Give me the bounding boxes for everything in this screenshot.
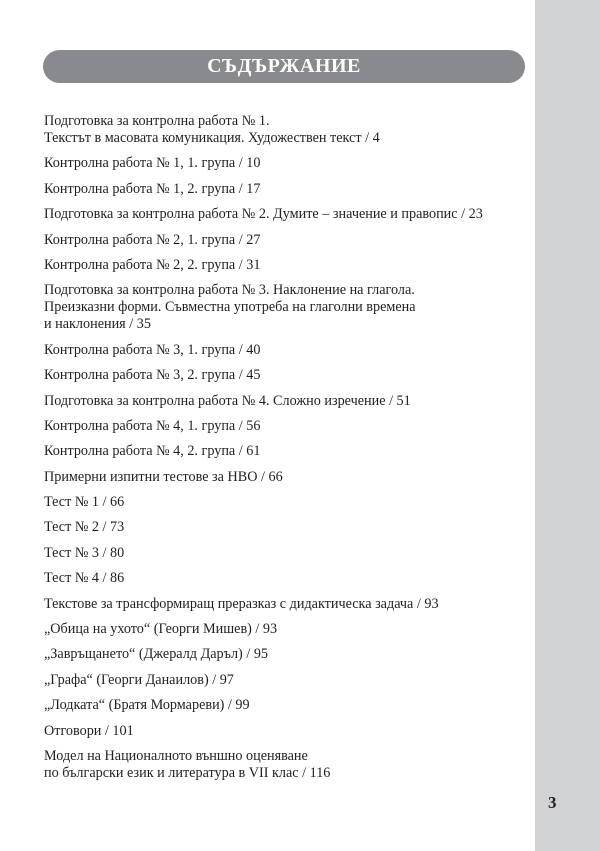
toc-entry-line: и наклонения / 35: [44, 316, 151, 333]
toc-entry: [44, 469, 524, 486]
toc-entry: [44, 621, 524, 638]
toc-entry-line: Тест № 2 / 73: [44, 519, 125, 536]
toc-entry-line: Тест № 4 / 86: [44, 570, 125, 587]
toc-entry: [44, 519, 524, 536]
toc-entry-line: Контролна работа № 3, 2. група / 45: [44, 367, 261, 384]
toc-entry-line: Контролна работа № 2, 1. група / 27: [44, 231, 261, 248]
toc-entry: [44, 697, 524, 714]
toc-entry-line: Контролна работа № 2, 2. група / 31: [44, 256, 261, 273]
toc-entry: [44, 232, 524, 249]
toc-entry: [44, 418, 524, 435]
page-number: 3: [548, 793, 557, 812]
toc-entry-line: Контролна работа № 1, 2. група / 17: [44, 180, 261, 197]
toc-entry-line: „Завръщането“ (Джералд Даръл) / 95: [44, 646, 269, 663]
toc-entry: [44, 443, 524, 460]
toc-entry-line: „Графа“ (Георги Данаилов) / 97: [44, 671, 234, 688]
toc-entry: [44, 367, 524, 384]
toc-entry: [44, 494, 524, 511]
page-title: СЪДЪРЖАНИЕ: [207, 55, 361, 77]
toc-entry: [44, 113, 524, 147]
toc-entry-line: по български език и литература в VII клас / 116: [44, 764, 331, 781]
toc-entry-line: Текстове за трансформиращ преразказ с дидактическа задача / 93: [44, 595, 439, 612]
toc-entry-line: „Обица на ухото“ (Георги Мишев) / 93: [44, 621, 278, 638]
toc-entry: [44, 723, 524, 740]
toc-entry: [44, 206, 524, 223]
toc-entry-line: Контролна работа № 1, 1. група / 10: [44, 155, 261, 172]
toc-entry: [44, 342, 524, 359]
toc-entry-line: Подготовка за контролна работа № 3. Наклонение на глагола.: [44, 282, 415, 299]
toc-entry: [44, 282, 524, 333]
toc-entry-line: „Лодката“ (Братя Мормареви) / 99: [44, 697, 250, 714]
toc-entry-line: Текстът в масовата комуникация. Художествен текст / 4: [44, 130, 380, 146]
toc-entry: [44, 748, 524, 782]
toc-entry: [44, 393, 524, 410]
toc-entry: [44, 545, 524, 562]
toc-entry: [44, 646, 524, 663]
toc-entry-line: Подготовка за контролна работа № 1.: [44, 113, 270, 129]
toc-entry-line: Контролна работа № 3, 1. група / 40: [44, 341, 261, 358]
toc-entry: [44, 672, 524, 689]
page-margin-sidebar: [535, 0, 600, 851]
toc-entry-line: Тест № 1 / 66: [44, 494, 125, 511]
toc-entry: [44, 181, 524, 198]
toc-entry-line: Контролна работа № 4, 1. група / 56: [44, 417, 261, 434]
toc-entry-line: Отговори / 101: [44, 722, 134, 739]
table-of-contents: [44, 113, 524, 790]
toc-entry-line: Подготовка за контролна работа № 2. Думите – значение и правопис / 23: [44, 206, 483, 223]
title-banner: [43, 50, 525, 83]
toc-entry: [44, 570, 524, 587]
toc-entry-line: Контролна работа № 4, 2. група / 61: [44, 443, 261, 460]
toc-entry-line: Примерни изпитни тестове за НВО / 66: [44, 468, 283, 485]
toc-entry: [44, 257, 524, 274]
toc-entry-line: Модел на Националното външно оценяване: [44, 747, 308, 764]
toc-entry-line: Преизказни форми. Съвместна употреба на глаголни времена: [44, 299, 416, 316]
toc-entry-line: Тест № 3 / 80: [44, 544, 125, 561]
toc-entry: [44, 596, 524, 613]
toc-entry: [44, 155, 524, 172]
toc-entry-line: Подготовка за контролна работа № 4. Сложно изречение / 51: [44, 392, 411, 409]
